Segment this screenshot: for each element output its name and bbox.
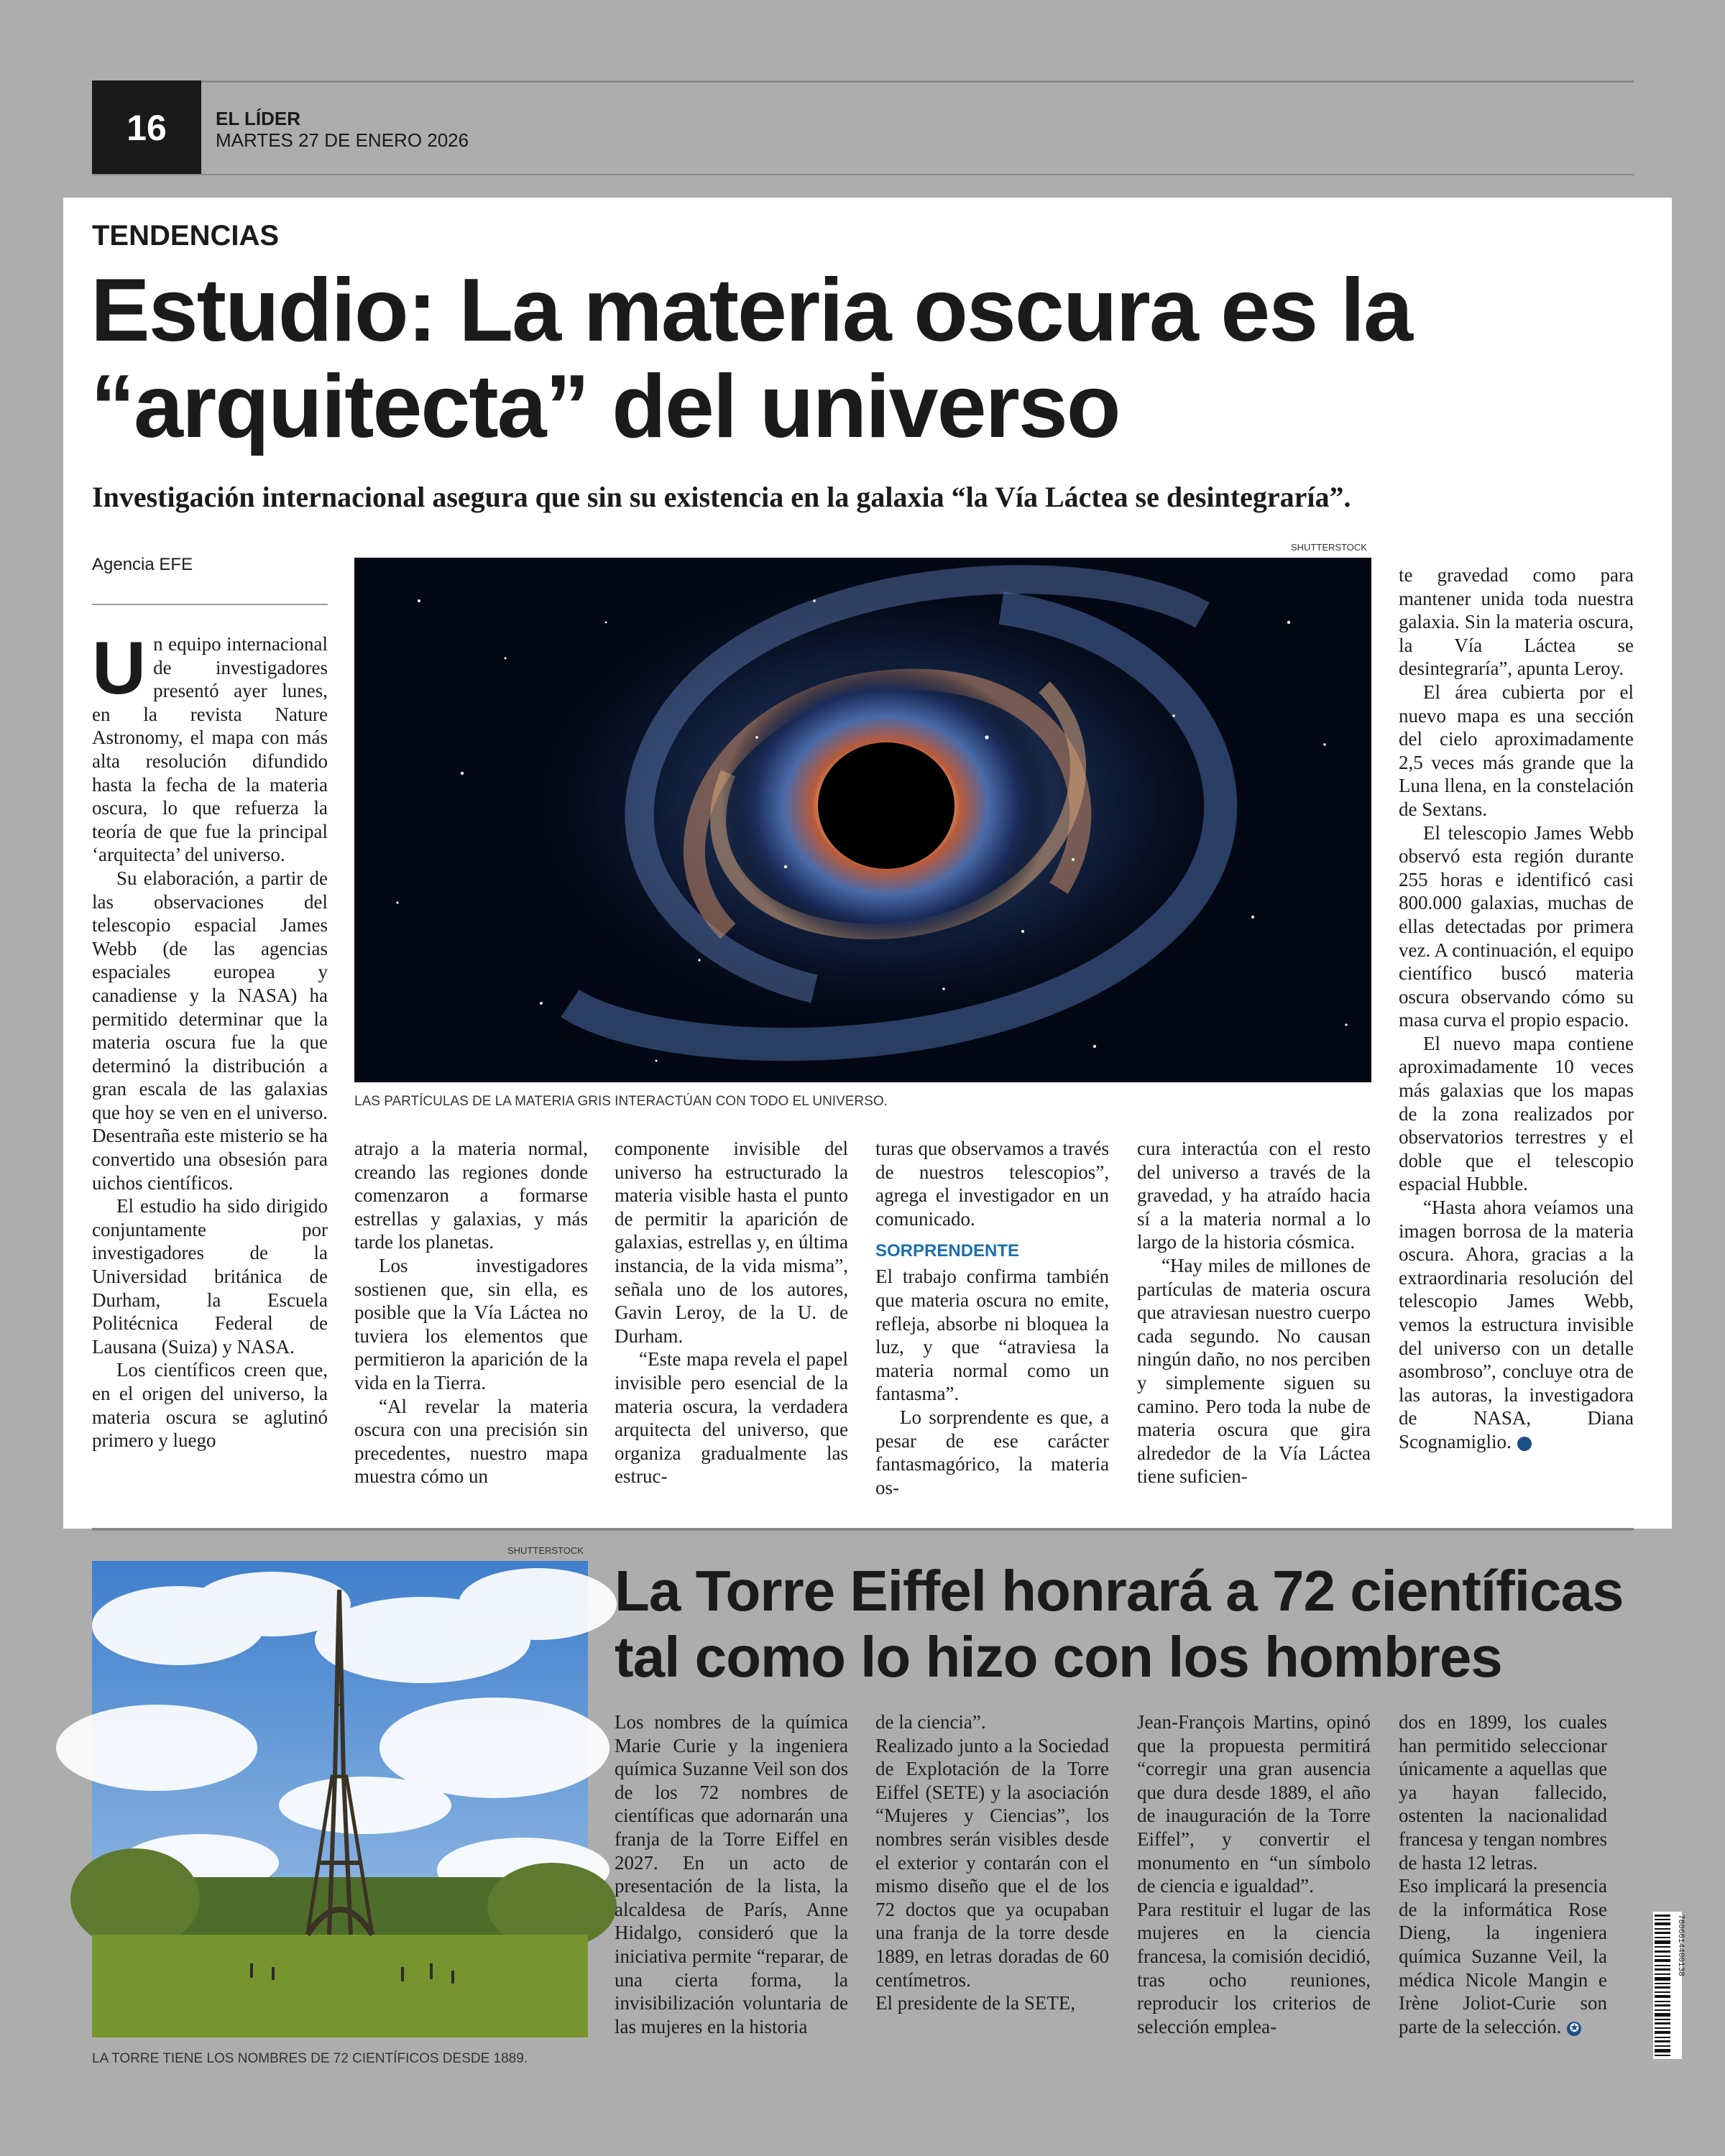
article-column-1 (92, 627, 328, 1452)
article-column-6 (1399, 563, 1634, 1454)
eiffel-illustration (92, 1561, 588, 2037)
paragraph: te gravedad como para mantener unida toda nuestra galaxia. Sin la materia oscura, la Vía Láctea se desintegraría”, apunta Leroy. (1399, 564, 1634, 680)
photo-caption: LAS PARTÍCULAS DE LA MATERIA GRIS INTERACTÚAN CON TODO EL UNIVERSO. (354, 1094, 888, 1109)
barcode-number: 7806614400138 (1676, 1915, 1685, 1976)
article-column-4 (875, 1137, 1109, 1499)
paragraph: Lo sorprendente es que, a pesar de ese carácter fantasmagórico, la materia os- (875, 1406, 1109, 1498)
paragraph: El presidente de la SETE, (875, 1992, 1076, 2014)
barcode-icon (1653, 1912, 1685, 2059)
paragraph: El nuevo mapa contiene aproximadamente 10 veces más galaxias que los mapas de la zona realizados por observatorios terrestres y el doble que el telescopio espacial Hubble. (1399, 1032, 1634, 1195)
article-deck: Investigación internacional asegura que sin su existencia en la galaxia “la Vía Láctea se desintegraría”. (92, 481, 1351, 513)
photo-caption-2: LA TORRE TIENE LOS NOMBRES DE 72 CIENTÍFICOS DESDE 1889. (92, 2051, 528, 2066)
paragraph: Jean-François Martins, opinó que la propuesta permitirá “corregir una gran ausencia que dura desde 1889, el año de inauguración de la Torre Eiffel”, y convertir el monumento en “un símbolo de ciencia e igualdad”. (1137, 1711, 1371, 1897)
paragraph: El área cubierta por el nuevo mapa es una sección del cielo aproximadamente 2,5 veces más grande que la Luna llena, en la constelación de Sextans. (1399, 681, 1634, 820)
galaxy-photo (354, 558, 1371, 1082)
paragraph: El trabajo confirma también que materia oscura no emite, refleja, absorbe ni bloquea la luz, y que “atraviesa la materia normal como un fantasma”. (875, 1266, 1109, 1405)
paragraph: componente invisible del universo ha estructurado la materia visible hasta el punto de permitir la aparición de galaxias, estrellas y, en última instancia, de la vida misma”, señala uno de los autores, Gavin Leroy, de la U. de Durham. (615, 1138, 848, 1347)
article-headline: Estudio: La materia oscura es la “arquitecta” del universo (91, 261, 1412, 456)
galaxy-illustration (354, 558, 1371, 1082)
paragraph: Los científicos creen que, en el origen del universo, la materia oscura se aglutinó primero y luego (92, 1359, 328, 1452)
paragraph: Realizado junto a la Sociedad de Explotación de la Torre Eiffel (SETE) y la asociación “Mujeres y Ciencias”, los nombres serán visibles desde el exterior y contarán con el mismo diseño que el de los 72 doctos que ya ocupaban una franja de la torre desde 1889, en letras doradas de 60 centímetros. (875, 1734, 1109, 1991)
paragraph: “Este mapa revela el papel invisible pero esencial de la materia oscura, la verdadera arquitecta del universo, que organiza gradualmente las estruc- (615, 1348, 848, 1488)
eiffel-tower-photo (92, 1561, 588, 2037)
paragraph: dos en 1899, los cuales han permitido seleccionar únicamente a aquellas que ya hayan fallecido, ostenten la nacionalidad francesa y tengan nombres de hasta 12 letras. (1399, 1711, 1607, 1874)
article2-column-4 (1399, 1710, 1607, 2038)
article2-column-2 (875, 1710, 1109, 2015)
photo-credit-2: SHUTTERSTOCK (507, 1545, 584, 1556)
paragraph: El telescopio James Webb observó esta región durante 255 horas e identificó casi 800.000 galaxias, muchas de ellas detectadas por primera vez. A continuación, el equipo científico buscó materia oscura observando cómo su masa curva el propio espacio. (1399, 821, 1634, 1031)
article2-column-1 (615, 1710, 848, 2038)
paragraph: cura interactúa con el resto del universo a través de la gravedad, y ha atraído hacia sí a la materia normal a lo largo de la historia cósmica. (1137, 1138, 1371, 1253)
lead-paragraph: Un equipo internacional de investigadores presentó ayer lunes, en la revista Nature Astronomy, el mapa con más alta resolución difundido hasta la fecha de la materia oscura, lo que refuerza la teoría de que fue la principal ‘arquitecta’ del universo. (92, 627, 328, 866)
section-label: TENDENCIAS (92, 220, 280, 252)
byline: Agencia EFE (92, 555, 193, 574)
article-column-2 (354, 1137, 588, 1488)
article-headline-2: La Torre Eiffel honrará a 72 científicas tal como lo hizo con los hombres (615, 1559, 1624, 1689)
article-column-5 (1137, 1137, 1371, 1488)
issue-date: MARTES 27 DE ENERO 2026 (216, 129, 469, 151)
paragraph: Su elaboración, a partir de las observaciones del telescopio espacial James Webb (de las agencias espaciales europea y canadiense y la NASA) ha permitido determinar que la materia oscura fue la que determinó la distribución a gran escala de las galaxias que hoy se ven en el universo. Desentraña este misterio se ha convertido una obsesión para uichos científicos. (92, 867, 328, 1194)
paragraph: Los nombres de la química Marie Curie y la ingeniera química Suzanne Veil son dos de los 72 nombres de científicas que adornarán una franja de la Torre Eiffel en 2027. En un acto de presentación de la lista, la alcaldesa de París, Anne Hidalgo, consideró que la iniciativa permite “reparar, de una cierta forma, la invisibilización voluntaria de las mujeres en la historia (615, 1711, 848, 2037)
subhead: SORPRENDENTE (875, 1241, 1020, 1261)
photo-credit: SHUTTERSTOCK (1291, 542, 1367, 553)
drop-cap: U (92, 627, 147, 710)
byline-rule (92, 604, 328, 605)
article2-column-3 (1137, 1710, 1371, 2038)
header-top-rule (92, 80, 1634, 83)
end-mark-icon: ✪ (1567, 2022, 1581, 2036)
paragraph: Los investigadores sostienen que, sin ella, es posible que la Vía Láctea no tuviera los elementos que permitieron la aparición de la vida en la Tierra. (354, 1254, 588, 1393)
newspaper-name: EL LÍDER (216, 108, 300, 129)
article-column-3 (615, 1137, 848, 1488)
paragraph: “Al revelar la materia oscura con una precisión sin precedentes, nuestro mapa muestra cómo un (354, 1395, 588, 1488)
header-bottom-rule (92, 174, 1634, 175)
paragraph: turas que observamos a través de nuestros telescopios”, agrega el investigador en un comunicado. (875, 1138, 1109, 1230)
paragraph: atrajo a la materia normal, creando las regiones donde comenzaron a formarse estrellas y galaxias, y más tarde los planetas. (354, 1138, 588, 1253)
paragraph-final: “Hasta ahora veíamos una imagen borrosa de la materia oscura. Ahora, gracias a la extraordinaria resolución del telescopio James Webb, vemos la estructura invisible del universo con un detalle asombroso”, concluye otra de las autoras, la investigadora de NASA, Diana Scognamiglio. ✪ (1399, 1197, 1634, 1452)
paragraph-final: Eso implicará la presencia de la informática Rose Dieng, la ingeniera química Suzanne Veil, la médica Nicole Mangin e Irène Joliot-Curie son parte de la selección. ✪ (1399, 1875, 1607, 2037)
page-number: 16 (92, 80, 201, 175)
paragraph: El estudio ha sido dirigido conjuntamente por investigadores de la Universidad británica de Durham, la Escuela Politécnica Federal de Lausana (Suiza) y NASA. (92, 1195, 328, 1358)
paragraph: de la ciencia”. (875, 1711, 986, 1733)
paragraph: “Hay miles de millones de partículas de materia oscura que atraviesan nuestro cuerpo cada segundo. No causan ningún daño, no nos perciben y simplemente siguen su camino. Pero toda la nube de materia oscura que gira alrededor de la Vía Láctea tiene suficien- (1137, 1254, 1371, 1488)
paragraph: Para restituir el lugar de las mujeres en la ciencia francesa, la comisión decidió, tras ocho reuniones, reproducir los criterios de selección emplea- (1137, 1898, 1371, 2037)
end-mark-icon: ✪ (1517, 1437, 1532, 1451)
article-separator (92, 1528, 1634, 1531)
barcode (1653, 1912, 1685, 2059)
